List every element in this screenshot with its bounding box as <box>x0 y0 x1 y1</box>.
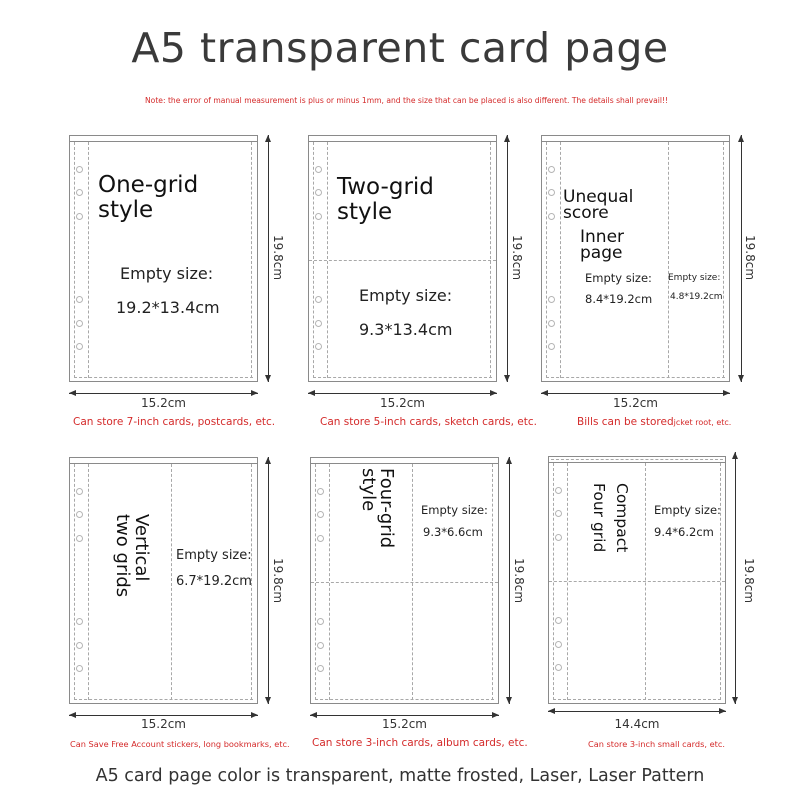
divider-line <box>560 142 561 378</box>
width-dimension: 15.2cm <box>140 396 186 410</box>
height-dimension: 19.8cm <box>510 235 524 281</box>
height-arrow-icon <box>268 457 269 704</box>
binder-hole-icon <box>315 189 322 196</box>
style-name-line: Two-grid <box>337 174 434 200</box>
binder-hole-icon <box>548 213 555 220</box>
binder-hole-icon <box>555 617 562 624</box>
usage-caption: Can store 3-inch cards, album cards, etc. <box>312 737 528 749</box>
binder-hole-icon <box>548 166 555 173</box>
divider-line <box>311 582 498 583</box>
style-name-line: Vertical <box>131 514 152 582</box>
style-name-line: page <box>580 243 623 264</box>
binder-hole-icon <box>76 618 83 625</box>
usage-caption-text: Bills can be stored <box>577 416 674 428</box>
sheet-top-band <box>309 136 496 142</box>
height-arrow-icon <box>268 135 269 382</box>
binder-hole-icon <box>555 487 562 494</box>
width-arrow-icon <box>69 393 258 394</box>
divider-line <box>251 142 252 378</box>
binder-hole-icon <box>76 343 83 350</box>
binder-hole-icon <box>548 343 555 350</box>
binder-hole-icon <box>76 642 83 649</box>
binder-hole-icon <box>317 511 324 518</box>
binder-hole-icon <box>315 320 322 327</box>
binder-hole-icon <box>76 535 83 542</box>
style-name-line: two grids <box>112 514 134 598</box>
height-dimension: 19.8cm <box>512 558 526 604</box>
binder-hole-icon <box>548 189 555 196</box>
style-subname <box>580 227 625 264</box>
sheet-top-band <box>311 458 498 464</box>
divider-line <box>88 142 89 378</box>
footer-description: A5 card page color is transparent, matte frosted, Laser, Laser Pattern <box>95 766 705 786</box>
binder-hole-icon <box>555 534 562 541</box>
binder-hole-icon <box>315 213 322 220</box>
style-name-line: Four-grid <box>376 468 397 549</box>
width-arrow-icon <box>541 393 730 394</box>
binder-hole-icon <box>555 641 562 648</box>
divider-line <box>553 699 721 700</box>
width-arrow-icon <box>308 393 497 394</box>
divider-line <box>313 377 492 378</box>
height-arrow-icon <box>741 135 742 382</box>
divider-line <box>546 377 725 378</box>
empty-size-value: 8.4*19.2cm <box>585 292 653 306</box>
empty-size-label-narrow: Empty size: <box>668 273 721 283</box>
style-name-line: Inner <box>580 227 625 247</box>
divider-line <box>309 260 496 261</box>
divider-line <box>315 699 494 700</box>
divider-line <box>74 699 253 700</box>
binder-hole-icon <box>315 296 322 303</box>
width-dimension: 15.2cm <box>381 717 427 731</box>
height-dimension: 19.8cm <box>742 558 756 604</box>
page-title: A5 transparent card page <box>131 24 669 72</box>
width-arrow-icon <box>548 711 726 712</box>
card-page-sheet <box>541 135 730 382</box>
divider-line <box>723 142 724 378</box>
binder-hole-icon <box>76 488 83 495</box>
style-name-line: One-grid <box>98 172 199 198</box>
empty-size-label: Empty size: <box>585 271 652 285</box>
height-arrow-icon <box>735 452 736 704</box>
empty-size-value: 9.3*13.4cm <box>359 320 453 339</box>
width-arrow-icon <box>69 715 258 716</box>
empty-size-value: 19.2*13.4cm <box>116 298 220 317</box>
divider-line <box>74 142 75 378</box>
card-page-sheet <box>69 457 258 704</box>
binder-hole-icon <box>76 320 83 327</box>
binder-hole-icon <box>555 664 562 671</box>
binder-hole-icon <box>317 535 324 542</box>
binder-hole-icon <box>555 510 562 517</box>
binder-hole-icon <box>76 189 83 196</box>
height-arrow-icon <box>507 135 508 382</box>
binder-hole-icon <box>548 320 555 327</box>
binder-hole-icon <box>315 166 322 173</box>
divider-line <box>546 142 547 378</box>
empty-size-label: Empty size: <box>654 503 721 517</box>
card-page-sheet <box>548 456 726 704</box>
binder-hole-icon <box>317 618 324 625</box>
width-dimension: 15.2cm <box>379 396 425 410</box>
style-name-line: Unequal <box>563 187 634 207</box>
usage-caption-tail: jcket root, etc. <box>673 418 732 427</box>
binder-hole-icon <box>76 511 83 518</box>
binder-hole-icon <box>548 296 555 303</box>
sheet-top-band <box>70 458 257 464</box>
style-name-line: style <box>98 197 154 223</box>
card-page-sheet <box>310 457 499 704</box>
card-page-sheet <box>69 135 258 382</box>
usage-caption: Can store 3-inch small cards, etc. <box>588 739 725 749</box>
sheet-top-band <box>70 136 257 142</box>
divider-line <box>171 464 172 700</box>
style-name-line: style <box>337 199 393 225</box>
width-dimension: 14.4cm <box>614 717 660 731</box>
style-name-line: style <box>358 468 379 512</box>
height-arrow-icon <box>509 457 510 704</box>
empty-size-value-narrow: 4.8*19.2cm <box>670 292 723 302</box>
binder-hole-icon <box>76 665 83 672</box>
divider-line <box>88 464 89 700</box>
style-name <box>98 174 198 222</box>
empty-size-value: 6.7*19.2cm <box>176 574 252 589</box>
measurement-note: Note: the error of manual measurement is plus or minus 1mm, and the size that can be placed is also different. The details shall prevail!! <box>145 96 669 105</box>
binder-hole-icon <box>317 488 324 495</box>
binder-hole-icon <box>317 665 324 672</box>
sheet-top-band <box>549 457 725 463</box>
card-page-sheet <box>308 135 497 382</box>
empty-size-value: 9.3*6.6cm <box>423 525 483 539</box>
binder-hole-icon <box>315 343 322 350</box>
divider-line <box>74 464 75 700</box>
style-name <box>563 187 634 224</box>
style-name <box>587 483 634 552</box>
usage-caption: Can store 5-inch cards, sketch cards, etc. <box>320 416 537 428</box>
width-dimension: 15.2cm <box>140 717 186 731</box>
usage-caption: Can store 7-inch cards, postcards, etc. <box>73 416 276 428</box>
binder-hole-icon <box>76 296 83 303</box>
binder-hole-icon <box>76 166 83 173</box>
empty-size-value: 9.4*6.2cm <box>654 525 714 539</box>
height-dimension: 19.8cm <box>271 558 285 604</box>
width-arrow-icon <box>310 715 499 716</box>
empty-size-label: Empty size: <box>176 548 252 563</box>
divider-line <box>549 581 725 582</box>
style-name <box>112 514 150 597</box>
empty-size-label: Empty size: <box>120 264 214 283</box>
binder-hole-icon <box>76 213 83 220</box>
usage-caption: Can Save Free Account stickers, long bookmarks, etc. <box>70 739 290 749</box>
divider-line <box>668 142 669 378</box>
binder-hole-icon <box>317 642 324 649</box>
divider-line <box>74 377 253 378</box>
empty-size-label: Empty size: <box>421 503 488 517</box>
style-name <box>337 176 434 224</box>
height-dimension: 19.8cm <box>743 235 757 281</box>
style-name <box>359 468 395 548</box>
empty-size-label: Empty size: <box>359 286 453 305</box>
style-name-line: Four grid <box>589 483 608 553</box>
divider-line <box>551 459 723 460</box>
width-dimension: 15.2cm <box>612 396 658 410</box>
usage-caption <box>577 416 731 428</box>
style-name-line: Compact <box>613 483 631 553</box>
style-name-line: score <box>563 203 609 224</box>
sheet-top-band <box>542 136 729 142</box>
height-dimension: 19.8cm <box>271 235 285 281</box>
